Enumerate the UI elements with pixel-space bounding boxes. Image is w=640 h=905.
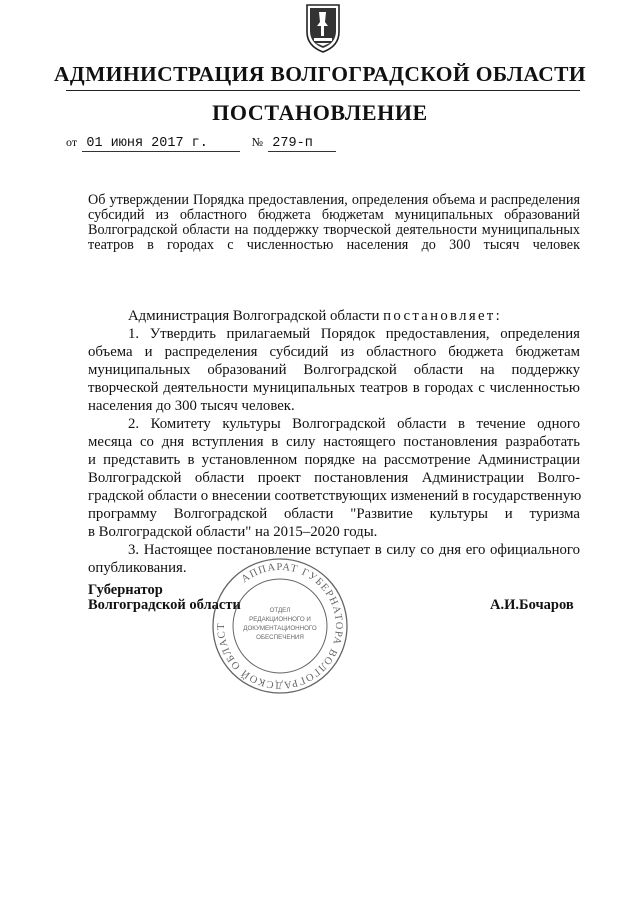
signatory-name: А.И.Бочаров (490, 597, 574, 613)
document-subject (88, 193, 580, 253)
number-label: № (251, 135, 264, 149)
preamble-verb: постановляет: (383, 308, 502, 324)
preamble (88, 307, 580, 325)
svg-text:ОТДЕЛ: ОТДЕЛ (269, 607, 291, 614)
paragraph-1-line: 1. Утвердить прилагаемый Порядок предоставления, определения (128, 326, 580, 342)
organization-title: АДМИНИСТРАЦИЯ ВОЛГОГРАДСКОЙ ОБЛАСТИ (53, 62, 587, 86)
svg-text:ДОКУМЕНТАЦИОННОГО: ДОКУМЕНТАЦИОННОГО (243, 625, 317, 632)
paragraph-1-line: муниципальных образований Волгоградской области на поддержку (88, 362, 580, 378)
paragraph-2-line: в Волгоградской области" на 2015–2020 годы. (88, 524, 378, 540)
number-value: 279-п (268, 136, 336, 152)
header-divider (66, 90, 580, 91)
subject-line: театров в городах с численностью населения до 300 тысяч человек (88, 237, 580, 253)
official-stamp (210, 556, 350, 696)
date-label: от (66, 135, 78, 149)
paragraph-2-line: программу Волгоградской области "Развитие культуры и туризма (88, 506, 580, 522)
paragraph-3-line: опубликования. (88, 560, 187, 576)
document-body (88, 307, 580, 577)
preamble-text: Администрация Волгоградской области (128, 308, 384, 324)
coat-of-arms-icon (304, 2, 342, 54)
document-meta (66, 134, 336, 152)
paragraph-3-line: 3. Настоящее постановление вступает в силу со дня его официального (128, 542, 580, 558)
paragraph-1-line: объема и распределения субсидий из областного бюджета бюджетам (88, 344, 580, 360)
paragraph-2-line: градской области о внесении соответствующих изменений в государственную (88, 488, 582, 504)
paragraph-1-line: творческой деятельности муниципальных театров в городах с численностью (88, 380, 580, 396)
paragraph-2-line: и представить в установленном порядке на рассмотрение Администрации (88, 452, 580, 468)
svg-text:ОБЕСПЕЧЕНИЯ: ОБЕСПЕЧЕНИЯ (256, 634, 304, 641)
subject-line: субсидий из областного бюджета бюджетам муниципальных образований (88, 207, 580, 223)
subject-line: Об утверждении Порядка предоставления, определения объема и распределения (88, 192, 580, 208)
subject-line: Волгоградской области на поддержку творческой деятельности муниципальных (88, 222, 580, 238)
paragraph-2-line: месяца со дня вступления в силу настоящего постановления разработать (88, 434, 580, 450)
position-region: Волгоградской области (88, 597, 241, 613)
date-value: 01 июня 2017 г. (82, 136, 240, 152)
position-title: Губернатор (88, 582, 163, 598)
paragraph-1-line: населения до 300 тысяч человек. (88, 398, 295, 414)
svg-text:РЕДАКЦИОННОГО И: РЕДАКЦИОННОГО И (249, 616, 311, 623)
svg-text:АППАРАТ ГУБЕРНАТОРА ВОЛГОГРАДС: АППАРАТ ГУБЕРНАТОРА ВОЛГОГРАДСКОЙ ОБЛАСТ (215, 561, 345, 691)
paragraph-2-line: Волгоградской области проект постановления Администрации Волго- (88, 470, 580, 486)
document-type: ПОСТАНОВЛЕНИЕ (212, 100, 428, 125)
paragraph-2-line: 2. Комитету культуры Волгоградской области в течение одного (128, 416, 580, 432)
